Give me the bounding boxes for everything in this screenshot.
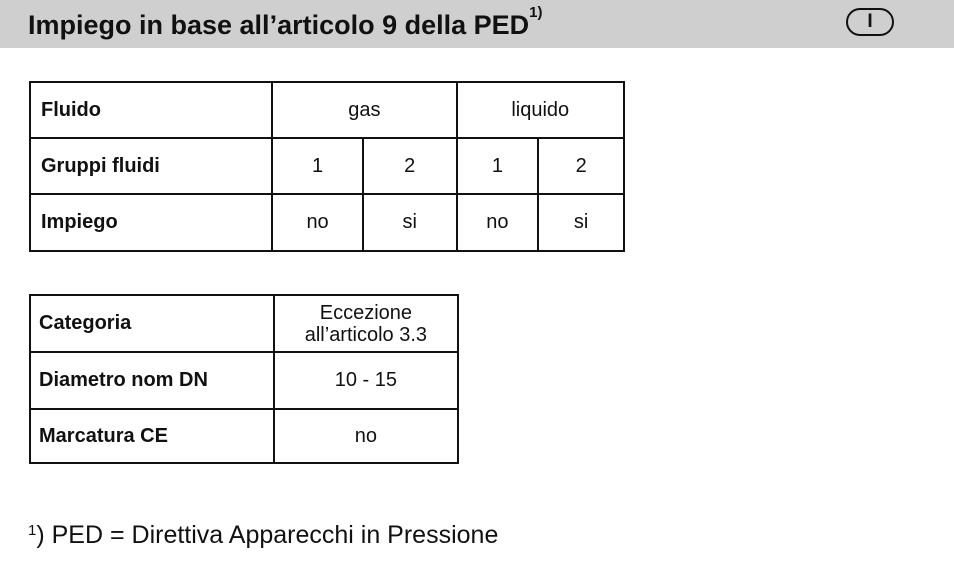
title-footnote-ref: 1)	[529, 4, 543, 21]
diameter-label: Diametro nom DN	[30, 352, 274, 409]
liquid-group-2: 2	[538, 138, 624, 194]
diameter-value: 10 - 15	[274, 352, 458, 409]
fluid-usage-table	[29, 81, 625, 252]
category-label: Categoria	[30, 295, 274, 352]
ce-marking-value: no	[274, 409, 458, 463]
category-value-line2: all’articolo 3.3	[304, 323, 428, 346]
category-value	[274, 295, 458, 352]
footnote	[28, 519, 498, 551]
table-row	[30, 138, 624, 194]
usage-label: Impiego	[30, 194, 272, 251]
gas-group-2-usage: si	[363, 194, 457, 251]
table-row	[30, 409, 458, 463]
ce-marking-label: Marcatura CE	[30, 409, 274, 463]
category-value-line1: Eccezione	[319, 301, 413, 324]
footnote-marker: 1	[28, 522, 37, 539]
fluid-groups-label: Gruppi fluidi	[30, 138, 272, 194]
language-badge: I	[846, 8, 894, 36]
liquid-group-1-usage: no	[457, 194, 539, 251]
gas-group-1: 1	[272, 138, 363, 194]
table-row	[30, 295, 458, 352]
table-row	[30, 82, 624, 138]
table-row	[30, 352, 458, 409]
liquid-group-1: 1	[457, 138, 539, 194]
page-title-text: Impiego in base all’articolo 9 della PED	[28, 10, 530, 40]
category-table	[29, 294, 459, 464]
fluid-type-gas: gas	[272, 82, 456, 138]
gas-group-1-usage: no	[272, 194, 363, 251]
page-title	[28, 4, 543, 42]
gas-group-2: 2	[363, 138, 457, 194]
table-row	[30, 194, 624, 251]
liquid-group-2-usage: si	[538, 194, 624, 251]
fluid-type-liquid: liquido	[457, 82, 625, 138]
fluid-label: Fluido	[30, 82, 272, 138]
footnote-text: ) PED = Direttiva Apparecchi in Pressione	[36, 521, 499, 549]
